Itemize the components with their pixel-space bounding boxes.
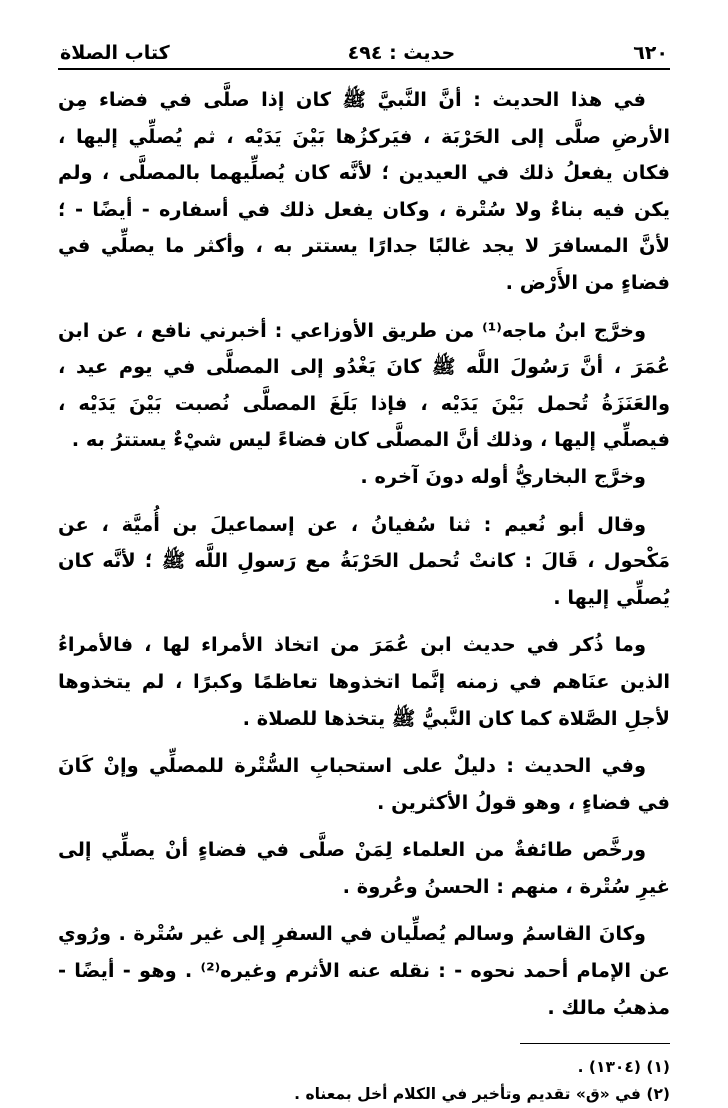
book-page — [58, 36, 670, 1108]
paragraph: ورخَّص طائفةٌ من العلماء لِمَنْ صلَّى في فضاءٍ أنْ يصلِّي إلى غيرِ سُتْرة ، منهم : الحسنُ وعُروة . — [58, 838, 670, 898]
paragraph: وقال أبو نُعيم : ثنا سُفيانُ ، عن إسماعيلَ بن أُميَّة ، عن مَكْحول ، قَالَ : كانتْ تُحمل الحَرْبَةُ مع رَسولِ اللَّه ﷺ ؛ لأنَّه كان يُصلِّي إليها . — [58, 512, 670, 609]
hadith-label: حديث : ٤٩٤ — [347, 42, 456, 64]
footnotes — [58, 1054, 670, 1108]
book-title: كتاب الصلاة — [60, 42, 170, 64]
footnote: (٢) في «ق» تقديم وتأخير في الكلام أخل بمعناه . — [294, 1085, 670, 1104]
paragraph: في هذا الحديث : أنَّ النَّبيَّ ﷺ كان إذا صلَّى في فضاء مِن الأرضِ صلَّى إلى الحَرْبَة ، فيَركزُها بَيْنَ يَدَيْه ، ثم يُصلِّي إليها ، فكان يفعلُ ذلك في العيدين ؛ لأنَّه كان يُصلِّيهما بالمصلَّى ، ولم يكن فيه بناءٌ ولا سُتْرة ، وكان يفعل ذلك في أسفاره - أيضًا - ؛ لأنَّ المسافرَ لا يجد غالبًا جدارًا يستتر به ، وأكثر ما يصلِّي في فضاءٍ من الأَرْض . — [58, 88, 670, 294]
paragraph: وكانَ القاسمُ وسالم يُصلِّيان في السفرِ إلى غير سُتْرة . ورُوي عن الإمام أحمد نحوه - : نقله عنه الأثرم وغيره⁽²⁾ . وهو - أيضًا - مذهبُ مالك . — [58, 922, 670, 1019]
main-text — [58, 82, 670, 1026]
paragraph: وما ذُكر في حديث ابن عُمَرَ من اتخاذ الأمراء لها ، فالأمراءُ الذين عنَاهم في زمنه إنَّما اتخذوها تعاظمًا وكبرًا ، لم يتخذوها لأجلِ الصَّلاة كما كان النَّبيُّ ﷺ يتخذها للصلاة . — [58, 633, 670, 730]
paragraph: وخرَّج البخاريُّ أوله دونَ آخره . — [360, 464, 646, 488]
paragraph: وفي الحديث : دليلٌ على استحبابِ السُّتْرة للمصلِّي وإنْ كَانَ في فضاءٍ ، وهو قولُ الأكثرين . — [58, 754, 670, 814]
paragraph: وخرَّج ابنُ ماجه⁽¹⁾ من طريق الأوزاعي : أخبرني نافع ، عن ابن عُمَرَ ، أنَّ رَسُولَ اللَّه ﷺ كانَ يَغْدُو إلى المصلَّى في يوم عيد ، والعَنَزَةُ تُحمل بَيْنَ يَدَيْه ، فإذا بَلَغَ المصلَّى نُصبت بَيْنَ يَدَيْه ، فيصلِّي إليها ، وذلك أنَّ المصلَّى كان فضاءً ليس شيْءٌ يستترُ به . — [58, 318, 670, 452]
page-number: ٦٢٠ — [633, 42, 668, 64]
running-header — [58, 36, 670, 70]
footnote-divider — [520, 1043, 670, 1044]
footnote: (١) (١٣٠٤) . — [577, 1058, 670, 1077]
